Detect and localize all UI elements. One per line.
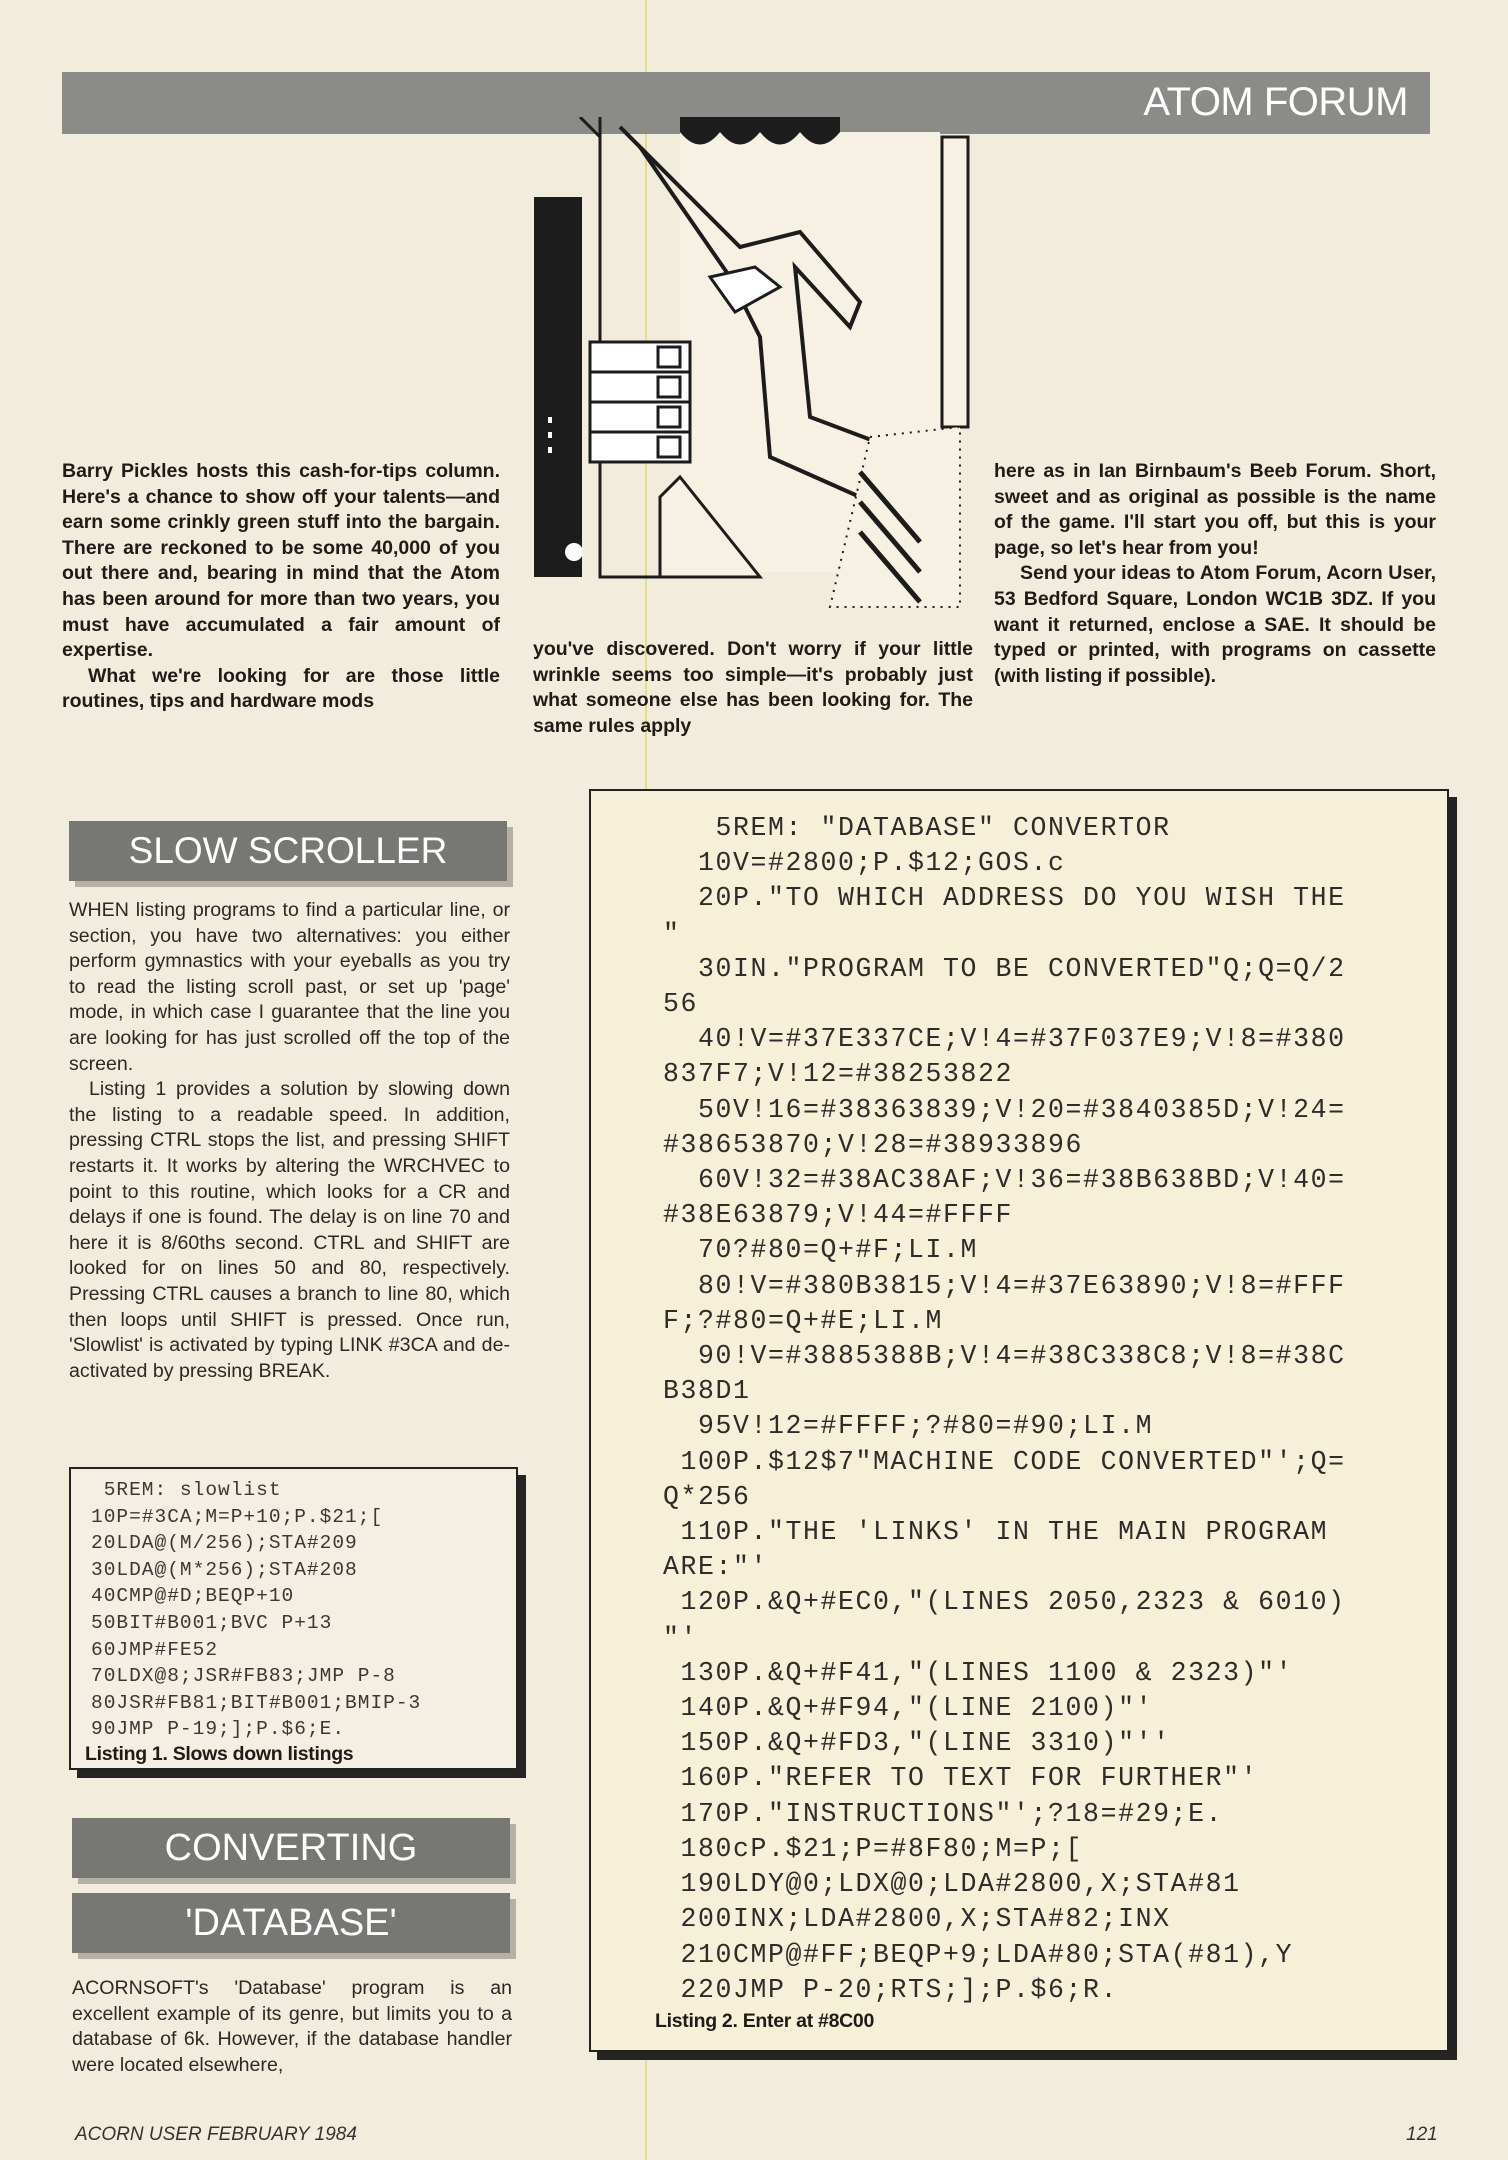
intro-paragraph: you've discovered. Don't worry if your little wrinkle seems too simple—it's probably just what someone else has been looking for. The same rules apply xyxy=(533,638,973,737)
your-emphasis: your xyxy=(1393,511,1436,534)
footer-publication: ACORN USER FEBRUARY 1984 xyxy=(75,2124,357,2145)
intro-paragraph: Send your ideas to Atom Forum, Acorn User, 53 Bedford Square, London WC1B 3DZ. If you want it returned, enclose a SAE. It should be typed or printed, with programs on cassette (with listing if possible). xyxy=(994,562,1436,687)
text: here as in Ian Birnbaum's xyxy=(994,460,1250,482)
intro-column-2 xyxy=(533,637,973,739)
intro-paragraph: Barry Pickles hosts this cash-for-tips column. Here's a chance to show off your talents—and earn some crinkly green stuff into the bargain. There are reckoned to be some 40,000 of you out there and, bearing in mind that the Atom has been around for more than two years, you must have accumulated a fair amount of expertise. xyxy=(62,460,500,662)
listing-1-code: 5REM: slowlist 10P=#3CA;M=P+10;P.$21;[ 20LDA@(M/256);STA#209 30LDA@(M*256);STA#208 40CMP@#D;BEQP+10 50BIT#B001;BVC P+13 60JMP#FE52 70LDX@8;JSR#FB83;JMP P-8 80JSR#FB81;BIT#B001;BMIP-3 90JMP P-19;];P.$6;E. xyxy=(91,1479,422,1741)
converting-body: ACORNSOFT's 'Database' program is an excellent example of its genre, but limits you to a database of 6k. However, if the database handler were located elsewhere, xyxy=(72,1977,512,2076)
listing-2-caption: Listing 2. Enter at #8C00 xyxy=(655,2009,874,2032)
text: . Short, sweet and as original as possible is the name of the game. I'll start you off, but this is xyxy=(994,460,1437,534)
listing-2-box xyxy=(589,789,1449,2052)
listing-2-code: 5REM: "DATABASE" CONVERTOR 10V=#2800;P.$12;GOS.c 20P."TO WHICH ADDRESS DO YOU WISH THE " 30IN."PROGRAM TO BE CONVERTED"Q;Q=Q/2 56 40!V=#37E337CE;V!4=#37F037E9;V!8=#380 837F7;V!12=#38253822 50V!16=#38363839;V!20=#3840385D;V!24= #38653870;V!28=#38933896 60V!32=#38AC38AF;V!36=#38B638BD;V!40= #38E63879;V!44=#FFFF 70?#80=Q+#F;LI.M 80!V=#380B3815;V!4=#37E63890;V!8=#FFF F;?#80=Q+#E;LI.M 90!V=#3885388B;V!4=#38C338C8;V!8=#38C B38D1 95V!12=#FFFF;?#80=#90;LI.M 100P.$12$7"MACHINE CODE CONVERTED"';Q= Q*256 110P."THE 'LINKS' IN THE MAIN PROGRAM ARE:"' 120P.&Q+#EC0,"(LINES 2050,2323 & 6010) "' 130P.&Q+#F41,"(LINES 1100 & 2323)"' 140P.&Q+#F94,"(LINE 2100)"' 150P.&Q+#FD3,"(LINE 3310)"'' 160P."REFER TO TEXT FOR FURTHER"' 170P."INSTRUCTIONS"';?18=#29;E. 180cP.$21;P=#8F80;M=P;[ 190LDY@0;LDX@0;LDA#2800,X;STA#81 200INX;LDA#2800,X;STA#82;INX 210CMP@#FF;BEQP+9;LDA#80;STA(#81),Y 220JMP P-20;RTS;];P.$6;R. xyxy=(663,813,1346,2005)
page-number: 121 xyxy=(1406,2124,1438,2145)
intro-column-3 xyxy=(994,459,1436,689)
slow-scroller-body xyxy=(69,898,510,1384)
intro-column-1 xyxy=(62,459,500,715)
intro-paragraph xyxy=(994,459,1436,561)
converting-heading: CONVERTING xyxy=(72,1818,510,1878)
listing-1-caption: Listing 1. Slows down listings xyxy=(85,1742,354,1765)
body-paragraph: WHEN listing programs to find a particular line, or section, you have two alternatives: you either perform gymnastics with your eyeballs as you try to read the listing scroll past, or set up 'page' mode, in which case I guarantee that the line you are looking for has just scrolled off the top of the screen. xyxy=(69,899,510,1075)
database-heading: 'DATABASE' xyxy=(72,1893,510,1953)
text: page, so let's hear from you! xyxy=(994,536,1259,559)
slow-scroller-heading: SLOW SCROLLER xyxy=(69,821,507,881)
beeb-forum-emphasis: Beeb Forum xyxy=(1249,460,1367,482)
intro-paragraph: What we're looking for are those little routines, tips and hardware mods xyxy=(62,664,500,713)
illustration-hand-inserting-cartridge xyxy=(530,117,970,633)
listing-1-box xyxy=(69,1467,518,1770)
body-paragraph: Listing 1 provides a solution by slowing down the listing to a readable speed. In addition, pressing CTRL stops the list, and pressing SHIFT restarts it. It works by altering the WRCHVEC to point to this routine, which looks for a CR and delays if one is found. The delay is on line 70 and here it is 8/60ths second. CTRL and SHIFT are looked for on lines 50 and 80, respectively. Pressing CTRL causes a branch to line 80, which then loops until SHIFT is pressed. Once run, 'Slowlist' is activated by typing LINK #3CA and de-activated by pressing BREAK. xyxy=(69,1078,510,1382)
section-title: ATOM FORUM xyxy=(1143,80,1408,124)
